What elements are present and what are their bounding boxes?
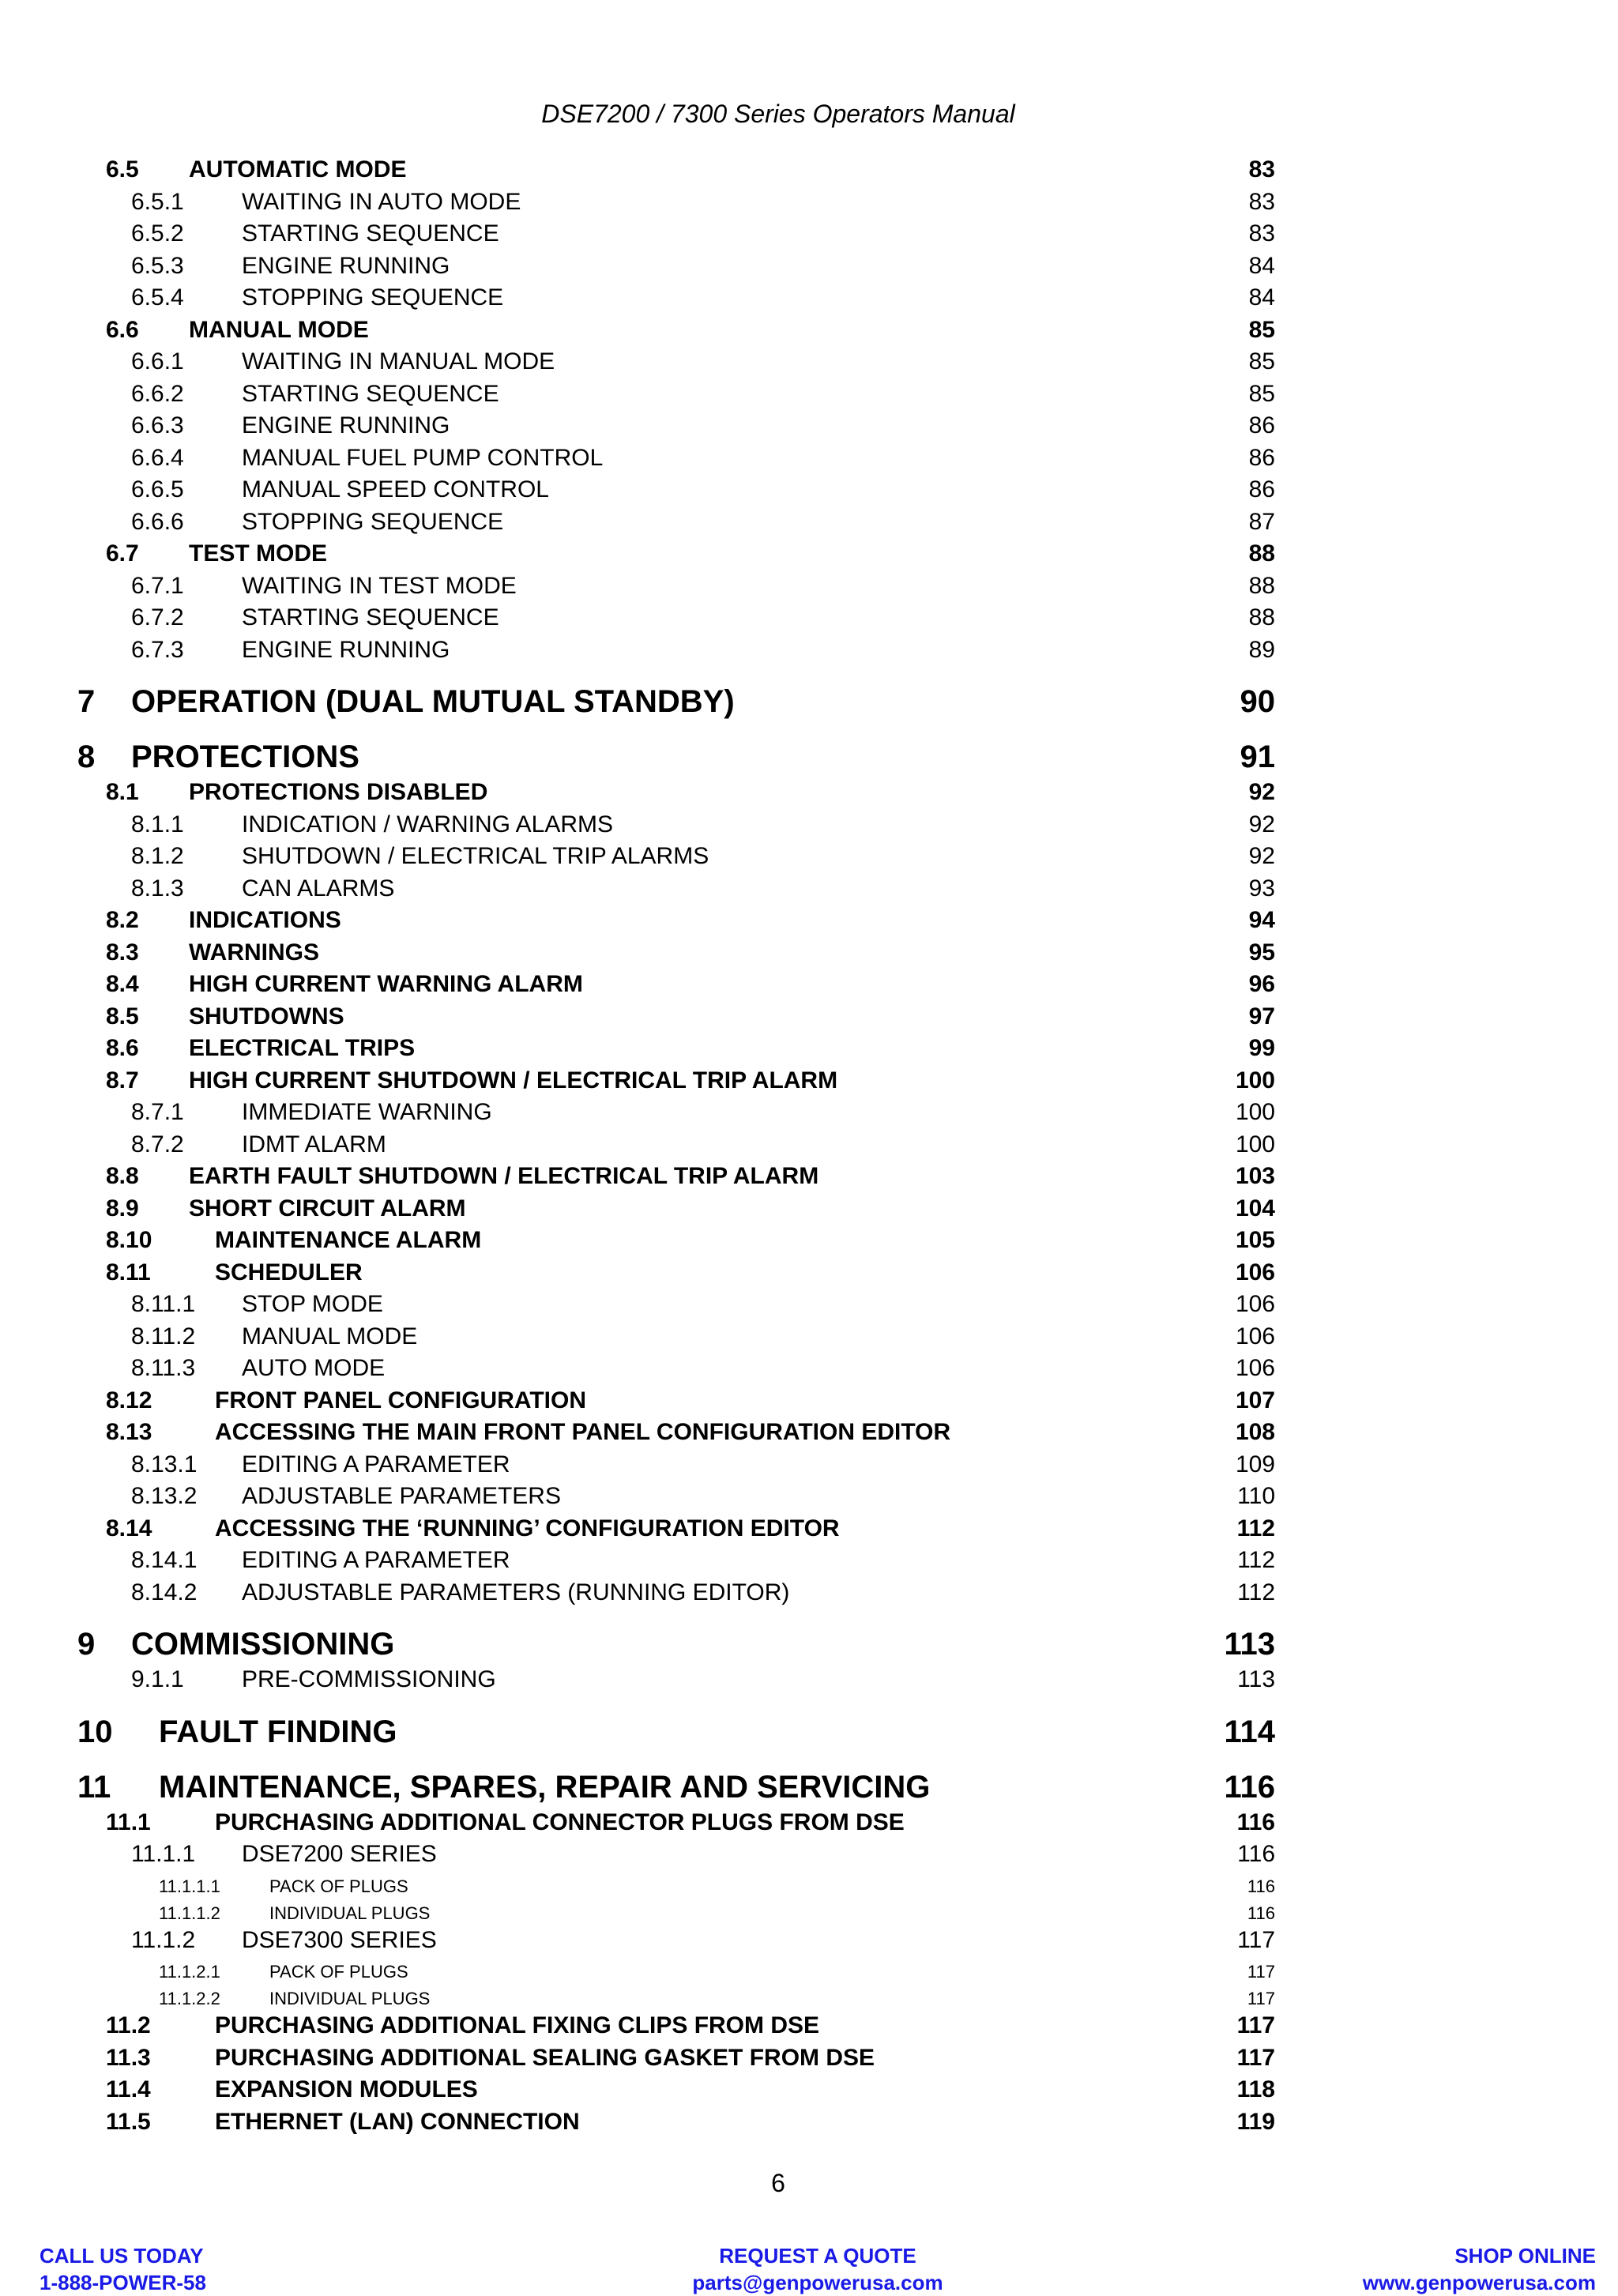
- toc-entry-number: 8.12: [106, 1387, 152, 1413]
- footer-email-link[interactable]: parts@genpowerusa.com: [692, 2271, 943, 2294]
- toc-entry-page: 104: [1235, 1195, 1275, 1221]
- toc-entry-page: 100: [1235, 1131, 1275, 1157]
- toc-entry-title: MANUAL MODE: [242, 1323, 418, 1349]
- toc-entry[interactable]: [159, 1959, 1275, 1985]
- toc-entry-page: 83: [1248, 220, 1275, 247]
- toc-entry-title: EDITING A PARAMETER: [242, 1547, 510, 1573]
- toc-entry-page: 116: [1237, 1841, 1275, 1867]
- toc-entry-number: 6.5.4: [131, 284, 184, 311]
- toc-entry[interactable]: [131, 1927, 1275, 1959]
- toc-entry-number: 11.2: [106, 2012, 151, 2038]
- toc-entry[interactable]: [106, 1515, 1275, 1548]
- toc-entry[interactable]: [106, 907, 1275, 939]
- toc-entry-title: IMMEDIATE WARNING: [242, 1099, 492, 1125]
- toc-entry[interactable]: [106, 1003, 1275, 1036]
- toc-entry[interactable]: [106, 779, 1275, 811]
- toc-entry-page: 117: [1247, 1962, 1275, 1982]
- toc-entry[interactable]: [106, 2076, 1275, 2109]
- toc-entry-title: PACK OF PLUGS: [269, 1962, 408, 1982]
- toc-entry-title: ENGINE RUNNING: [242, 252, 450, 279]
- toc-entry-title: PACK OF PLUGS: [269, 1876, 408, 1896]
- toc-entry-page: 119: [1236, 2108, 1275, 2135]
- toc-entry-page: 106: [1235, 1355, 1275, 1381]
- toc-entry-page: 97: [1248, 1003, 1275, 1029]
- toc-entry-number: 6.7.1: [131, 572, 184, 599]
- footer-quote-label: REQUEST A QUOTE: [719, 2244, 916, 2268]
- toc-entry-title: ELECTRICAL TRIPS: [189, 1035, 416, 1061]
- toc-entry-page: 96: [1248, 971, 1275, 997]
- toc-entry[interactable]: [77, 684, 1275, 724]
- toc-entry[interactable]: [131, 811, 1275, 844]
- toc-entry-page: 117: [1236, 2012, 1275, 2038]
- toc-entry[interactable]: [131, 1355, 1275, 1387]
- toc-entry-title: INDIVIDUAL PLUGS: [269, 1903, 431, 1923]
- toc-entry-page: 110: [1237, 1483, 1275, 1509]
- toc-entry-number: 8.5: [106, 1003, 139, 1029]
- toc-entry-title: STARTING SEQUENCE: [242, 380, 499, 407]
- toc-entry-page: 92: [1248, 811, 1275, 837]
- footer-shop-label: SHOP ONLINE: [1454, 2244, 1596, 2268]
- toc-entry-title: PURCHASING ADDITIONAL CONNECTOR PLUGS FROM DSE: [215, 1809, 905, 1835]
- toc-entry-page: 112: [1237, 1579, 1275, 1605]
- toc-entry-page: 106: [1235, 1259, 1275, 1285]
- toc-entry-page: 100: [1235, 1099, 1275, 1125]
- toc-entry-page: 91: [1240, 740, 1275, 774]
- toc-entry-number: 6.7: [106, 540, 139, 566]
- toc-entry-title: ENGINE RUNNING: [242, 636, 450, 663]
- toc-entry-title: STARTING SEQUENCE: [242, 604, 499, 630]
- toc-entry-title: EXPANSION MODULES: [215, 2076, 478, 2102]
- toc-entry-number: 6.5.1: [131, 188, 184, 215]
- toc-entry-page: 86: [1248, 476, 1275, 502]
- toc-entry[interactable]: [159, 1873, 1275, 1900]
- toc-entry-number: 11.1.1.1: [159, 1876, 220, 1896]
- toc-entry-title: AUTOMATIC MODE: [189, 156, 407, 183]
- toc-entry-title: EARTH FAULT SHUTDOWN / ELECTRICAL TRIP ALARM: [189, 1163, 819, 1189]
- toc-entry-title: WAITING IN AUTO MODE: [242, 188, 521, 215]
- toc-entry[interactable]: [106, 971, 1275, 1003]
- toc-entry-title: HIGH CURRENT SHUTDOWN / ELECTRICAL TRIP ALARM: [189, 1067, 838, 1093]
- toc-entry-title: INDICATIONS: [189, 907, 341, 933]
- toc-entry-title: INDIVIDUAL PLUGS: [269, 1989, 431, 2008]
- toc-entry-title: SHORT CIRCUIT ALARM: [189, 1195, 466, 1221]
- toc-entry-title: MANUAL SPEED CONTROL: [242, 476, 549, 502]
- toc-entry-title: TEST MODE: [189, 540, 328, 566]
- toc-entry-number: 6.5.2: [131, 220, 184, 247]
- toc-entry[interactable]: [131, 1483, 1275, 1515]
- toc-entry[interactable]: [131, 604, 1275, 637]
- toc-entry-page: 106: [1235, 1323, 1275, 1349]
- toc-entry-page: 85: [1248, 348, 1275, 375]
- toc-entry-number: 11.1.2: [131, 1926, 196, 1953]
- toc-entry-number: 6.6.4: [131, 444, 184, 471]
- toc-entry[interactable]: [131, 348, 1275, 381]
- toc-entry-page: 83: [1248, 188, 1275, 215]
- toc-entry[interactable]: [159, 1985, 1275, 2012]
- footer: [40, 2242, 1596, 2294]
- toc-entry-number: 8.10: [106, 1227, 152, 1253]
- toc-entry-page: 86: [1248, 444, 1275, 471]
- toc-entry-page: 99: [1248, 1035, 1275, 1061]
- toc-entry-page: 100: [1235, 1067, 1275, 1093]
- toc-entry-number: 8.11.1: [131, 1291, 196, 1317]
- toc-entry-title: SHUTDOWN / ELECTRICAL TRIP ALARMS: [242, 843, 709, 869]
- toc-entry-title: CAN ALARMS: [242, 875, 395, 901]
- toc-entry-number: 8.3: [106, 939, 139, 965]
- toc-entry-title: PURCHASING ADDITIONAL SEALING GASKET FROM DSE: [215, 2044, 875, 2071]
- toc-entry-number: 11: [77, 1769, 111, 1805]
- toc-entry[interactable]: [106, 156, 1275, 189]
- toc-entry-number: 8.8: [106, 1163, 139, 1189]
- toc-entry[interactable]: [106, 317, 1275, 349]
- toc-entry-title: MANUAL FUEL PUMP CONTROL: [242, 444, 604, 471]
- toc-entry[interactable]: [131, 1099, 1275, 1131]
- toc-entry[interactable]: [106, 1067, 1275, 1100]
- toc-entry-page: 88: [1248, 540, 1275, 566]
- toc-entry-page: 109: [1235, 1451, 1275, 1477]
- toc-entry[interactable]: [131, 1291, 1275, 1323]
- toc-entry[interactable]: [131, 1451, 1275, 1484]
- toc-entry-number: 8.1.1: [131, 811, 184, 837]
- toc-entry-number: 11.1.2.1: [159, 1962, 220, 1982]
- toc-entry-number: 6.6.1: [131, 348, 184, 375]
- toc-entry[interactable]: [131, 843, 1275, 875]
- toc-entry-number: 8.13.1: [131, 1451, 198, 1477]
- toc-entry-page: 105: [1235, 1227, 1275, 1253]
- toc-entry-page: 86: [1248, 412, 1275, 438]
- toc-entry[interactable]: [106, 1035, 1275, 1067]
- toc-entry-page: 112: [1236, 1515, 1275, 1541]
- toc-entry-page: 103: [1235, 1163, 1275, 1189]
- toc-entry-page: 94: [1248, 907, 1275, 933]
- footer-shop: [1363, 2242, 1596, 2296]
- toc-entry-title: STOP MODE: [242, 1291, 383, 1317]
- toc-entry-title: ENGINE RUNNING: [242, 412, 450, 438]
- toc-entry-page: 85: [1248, 380, 1275, 407]
- toc-entry-number: 8.7.1: [131, 1099, 184, 1125]
- toc-entry-number: 8: [77, 740, 96, 774]
- toc-entry[interactable]: [131, 284, 1275, 317]
- toc-entry-number: 11.1.1.2: [159, 1903, 220, 1923]
- footer-call-label: CALL US TODAY: [40, 2244, 204, 2268]
- toc-entry-number: 10: [77, 1714, 113, 1749]
- toc-entry[interactable]: [131, 412, 1275, 445]
- toc-entry-number: 11.1.1: [131, 1841, 196, 1867]
- toc-entry[interactable]: [131, 875, 1275, 908]
- toc-entry-number: 8.1.3: [131, 875, 184, 901]
- toc-entry-title: STARTING SEQUENCE: [242, 220, 499, 247]
- toc-entry[interactable]: [106, 540, 1275, 573]
- toc-entry[interactable]: [131, 476, 1275, 509]
- toc-entry-number: 8.11: [106, 1259, 151, 1285]
- toc-entry-title: OPERATION (DUAL MUTUAL STANDBY): [131, 684, 735, 719]
- toc-entry-title: WAITING IN MANUAL MODE: [242, 348, 555, 375]
- toc-entry[interactable]: [131, 1579, 1275, 1612]
- toc-entry-page: 112: [1237, 1547, 1275, 1573]
- toc-entry[interactable]: [106, 2109, 1275, 2141]
- toc-entry-number: 8.13.2: [131, 1483, 198, 1509]
- toc-entry-page: 93: [1248, 875, 1275, 901]
- toc-entry-page: 117: [1237, 1926, 1275, 1953]
- toc-entry-number: 8.13: [106, 1419, 152, 1445]
- toc-entry-title: WAITING IN TEST MODE: [242, 572, 517, 599]
- toc-entry-page: 90: [1240, 684, 1275, 719]
- toc-entry-number: 6.7.2: [131, 604, 184, 630]
- toc-entry-title: AUTO MODE: [242, 1355, 386, 1381]
- toc-entry-page: 95: [1248, 939, 1275, 965]
- toc-entry-number: 11.4: [106, 2076, 151, 2102]
- toc-entry[interactable]: [77, 1770, 1275, 1809]
- toc-entry-number: 8.4: [106, 971, 139, 997]
- toc-entry-page: 113: [1237, 1666, 1275, 1692]
- toc-entry-number: 8.2: [106, 907, 139, 933]
- toc-entry-title: COMMISSIONING: [131, 1627, 395, 1662]
- toc-entry[interactable]: [106, 1227, 1275, 1259]
- toc-entry-number: 8.7.2: [131, 1131, 184, 1157]
- toc-entry[interactable]: [77, 1714, 1275, 1754]
- toc-entry-title: ACCESSING THE MAIN FRONT PANEL CONFIGURATION EDITOR: [215, 1419, 951, 1445]
- toc-entry-page: 118: [1236, 2076, 1275, 2102]
- toc-entry[interactable]: [106, 2045, 1275, 2077]
- toc-entry-title: FAULT FINDING: [159, 1714, 397, 1749]
- toc-entry-number: 6.7.3: [131, 636, 184, 663]
- toc-entry-title: PROTECTIONS DISABLED: [189, 779, 488, 805]
- toc-entry-page: 116: [1224, 1769, 1275, 1805]
- toc-entry-number: 11.1: [106, 1809, 151, 1835]
- toc-entry-title: ADJUSTABLE PARAMETERS (RUNNING EDITOR): [242, 1579, 790, 1605]
- toc-entry[interactable]: [77, 1627, 1275, 1666]
- toc-entry-title: SHUTDOWNS: [189, 1003, 344, 1029]
- toc-entry-number: 8.9: [106, 1195, 139, 1221]
- toc-entry-page: 88: [1248, 604, 1275, 630]
- toc-entry-page: 84: [1248, 284, 1275, 311]
- toc-entry-title: IDMT ALARM: [242, 1131, 386, 1157]
- toc-entry[interactable]: [77, 740, 1275, 779]
- running-header: DSE7200 / 7300 Series Operators Manual: [541, 100, 1015, 128]
- toc-entry-number: 8.14.1: [131, 1547, 198, 1573]
- toc-entry-page: 84: [1248, 252, 1275, 279]
- toc-entry-number: 8.6: [106, 1035, 139, 1061]
- toc-entry-page: 88: [1248, 572, 1275, 599]
- toc-entry-title: SCHEDULER: [215, 1259, 363, 1285]
- toc-entry-page: 117: [1236, 2044, 1275, 2071]
- toc-entry-page: 107: [1235, 1387, 1275, 1413]
- toc-entry[interactable]: [131, 1666, 1275, 1699]
- toc-entry-number: 6.5.3: [131, 252, 184, 279]
- toc-entry-title: MANUAL MODE: [189, 316, 369, 343]
- toc-entry-title: ETHERNET (LAN) CONNECTION: [215, 2108, 580, 2135]
- toc-entry[interactable]: [106, 1195, 1275, 1228]
- toc-entry-page: 108: [1235, 1419, 1275, 1445]
- toc-entry[interactable]: [131, 381, 1275, 413]
- toc-entry-number: 6.6.6: [131, 508, 184, 535]
- toc-entry-number: 9: [77, 1627, 96, 1662]
- toc-entry-number: 8.11.3: [131, 1355, 196, 1381]
- toc-entry-title: DSE7300 SERIES: [242, 1926, 437, 1953]
- toc-entry-title: STOPPING SEQUENCE: [242, 284, 504, 311]
- toc-entry-title: ADJUSTABLE PARAMETERS: [242, 1483, 561, 1509]
- toc-entry-page: 116: [1236, 1809, 1275, 1835]
- toc-entry[interactable]: [106, 1387, 1275, 1420]
- toc-entry-number: 9.1.1: [131, 1666, 184, 1692]
- toc-entry[interactable]: [131, 1841, 1275, 1873]
- toc-entry-page: 117: [1247, 1989, 1275, 2008]
- toc-entry-title: MAINTENANCE, SPARES, REPAIR AND SERVICING: [159, 1769, 931, 1805]
- toc-entry[interactable]: [106, 1259, 1275, 1292]
- toc-entry-title: STOPPING SEQUENCE: [242, 508, 504, 535]
- toc-entry-number: 8.7: [106, 1067, 139, 1093]
- toc-entry-page: 106: [1235, 1291, 1275, 1317]
- toc-entry-number: 6.6: [106, 316, 139, 343]
- toc-entry[interactable]: [159, 1900, 1275, 1927]
- toc-entry-page: 116: [1247, 1876, 1275, 1896]
- toc-entry-number: 8.1.2: [131, 843, 184, 869]
- toc-entry-title: INDICATION / WARNING ALARMS: [242, 811, 614, 837]
- toc-entry-page: 87: [1248, 508, 1275, 535]
- toc-entry-page: 113: [1224, 1627, 1275, 1662]
- toc-entry-number: 8.14.2: [131, 1579, 198, 1605]
- toc-entry-title: FRONT PANEL CONFIGURATION: [215, 1387, 586, 1413]
- toc-entry[interactable]: [106, 1419, 1275, 1451]
- toc-entry-title: HIGH CURRENT WARNING ALARM: [189, 971, 583, 997]
- toc-entry[interactable]: [131, 1323, 1275, 1356]
- toc-entry[interactable]: [106, 2012, 1275, 2045]
- toc-entry-number: 8.14: [106, 1515, 152, 1541]
- toc-entry-number: 6.5: [106, 156, 139, 183]
- toc-entry[interactable]: [131, 1131, 1275, 1164]
- page-number: 6: [771, 2169, 785, 2197]
- table-of-contents: [0, 156, 1618, 2140]
- toc-entry-page: 114: [1224, 1714, 1275, 1749]
- toc-entry-title: MAINTENANCE ALARM: [215, 1227, 482, 1253]
- toc-entry-page: 85: [1248, 316, 1275, 343]
- toc-entry-number: 7: [77, 684, 96, 719]
- toc-entry-number: 11.5: [106, 2108, 151, 2135]
- toc-entry[interactable]: [131, 253, 1275, 285]
- toc-entry-number: 6.6.5: [131, 476, 184, 502]
- toc-entry-number: 11.3: [106, 2044, 151, 2071]
- footer-website-link[interactable]: www.genpowerusa.com: [1362, 2271, 1596, 2294]
- toc-entry-title: DSE7200 SERIES: [242, 1841, 437, 1867]
- toc-entry[interactable]: [106, 939, 1275, 972]
- toc-entry-number: 11.1.2.2: [159, 1989, 220, 2008]
- toc-entry-number: 8.11.2: [131, 1323, 196, 1349]
- toc-entry[interactable]: [131, 1547, 1275, 1579]
- toc-entry[interactable]: [131, 573, 1275, 605]
- toc-entry[interactable]: [131, 509, 1275, 541]
- toc-entry-number: 6.6.2: [131, 380, 184, 407]
- toc-entry[interactable]: [131, 637, 1275, 669]
- toc-entry-page: 92: [1248, 779, 1275, 805]
- toc-entry[interactable]: [106, 1809, 1275, 1842]
- toc-entry-page: 89: [1248, 636, 1275, 663]
- toc-entry-title: PROTECTIONS: [131, 740, 359, 774]
- toc-entry[interactable]: [131, 445, 1275, 477]
- toc-entry-number: 8.1: [106, 779, 139, 805]
- toc-entry-title: PRE-COMMISSIONING: [242, 1666, 496, 1692]
- toc-entry-page: 116: [1247, 1903, 1275, 1923]
- toc-entry-page: 92: [1248, 843, 1275, 869]
- toc-entry[interactable]: [131, 220, 1275, 253]
- toc-entry-title: EDITING A PARAMETER: [242, 1451, 510, 1477]
- toc-entry-title: ACCESSING THE ‘RUNNING’ CONFIGURATION EDITOR: [215, 1515, 840, 1541]
- toc-entry[interactable]: [131, 189, 1275, 221]
- toc-entry-title: PURCHASING ADDITIONAL FIXING CLIPS FROM DSE: [215, 2012, 820, 2038]
- toc-entry[interactable]: [106, 1163, 1275, 1195]
- toc-entry-page: 83: [1248, 156, 1275, 183]
- toc-entry-title: WARNINGS: [189, 939, 319, 965]
- toc-entry-number: 6.6.3: [131, 412, 184, 438]
- footer-phone-link[interactable]: 1-888-POWER-58: [40, 2271, 206, 2294]
